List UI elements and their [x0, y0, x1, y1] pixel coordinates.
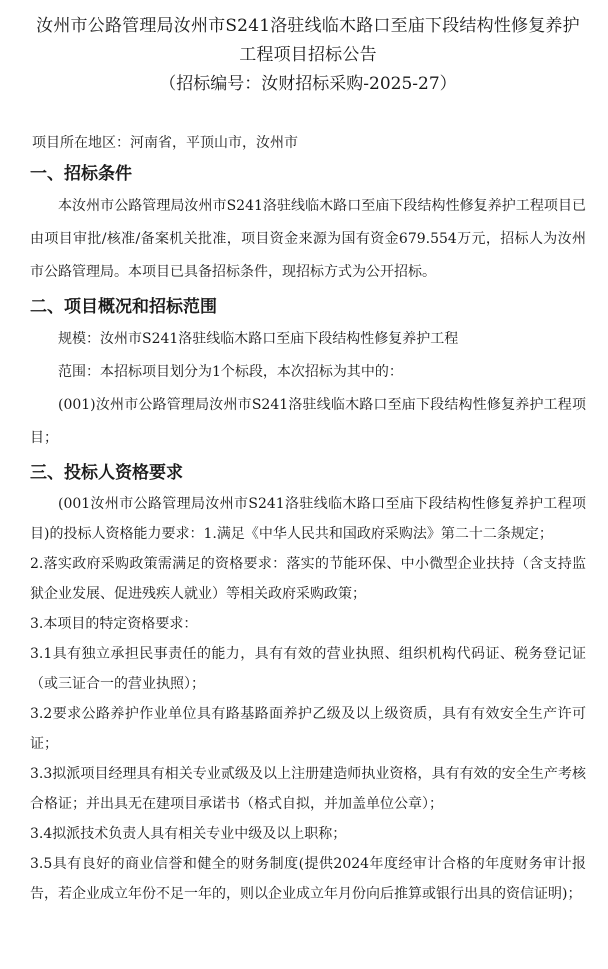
paragraph: 范围：本招标项目划分为1个标段，本次招标为其中的：: [58, 364, 403, 380]
section-bidding-conditions: [30, 160, 586, 289]
section-heading: 二、项目概况和招标范围: [30, 297, 217, 317]
paragraph: 3.2要求公路养护作业单位具有路基路面养护乙级及以上级资质，具有有效安全生产许可证；: [30, 706, 586, 752]
paragraph: 规模：汝州市S241洛驻线临木路口至庙下段结构性修复养护工程: [58, 331, 459, 347]
section-heading: 一、招标条件: [30, 164, 132, 184]
section-heading: 三、投标人资格要求: [30, 463, 183, 483]
paragraph: 3.3拟派项目经理具有相关专业贰级及以上注册建造师执业资格，具有有效的安全生产考核合格证；并出具无在建项目承诺书（格式自拟，并加盖单位公章）；: [30, 766, 586, 812]
paragraph: 3.5具有良好的商业信誉和健全的财务制度(提供2024年度经审计合格的年度财务审计报告，若企业成立年份不足一年的，则以企业成立年月份向后推算或银行出具的资信证明)；: [30, 856, 586, 902]
paragraph: 3.本项目的特定资格要求：: [30, 616, 198, 632]
project-region: 项目所在地区：河南省，平顶山市，汝州市: [32, 135, 298, 151]
paragraph: 3.4拟派技术负责人具有相关专业中级及以上职称；: [30, 826, 347, 842]
bid-number: （招标编号：汝财招标采购-2025-27）: [159, 74, 457, 94]
section-project-overview: [30, 293, 586, 455]
section-bidder-qualifications: [30, 459, 586, 909]
paragraph: (001汝州市公路管理局汝州市S241洛驻线临木路口至庙下段结构性修复养护工程项目)的投标人资格能力要求：1.满足《中华人民共和国政府采购法》第二十二条规定；: [30, 496, 586, 542]
paragraph: (001)汝州市公路管理局汝州市S241洛驻线临木路口至庙下段结构性修复养护工程项目；: [30, 397, 586, 446]
paragraph: 本汝州市公路管理局汝州市S241洛驻线临木路口至庙下段结构性修复养护工程项目已由项目审批/核准/备案机关批准，项目资金来源为国有资金679.554万元，招标人为汝州市公路管理局。本项目已具备招标条件，现招标方式为公开招标。: [30, 198, 586, 280]
page-title: 汝州市公路管理局汝州市S241洛驻线临木路口至庙下段结构性修复养护工程项目招标公告: [36, 16, 580, 65]
paragraph: 3.1具有独立承担民事责任的能力，具有有效的营业执照、组织机构代码证、税务登记证（或三证合一的营业执照）；: [30, 646, 586, 692]
paragraph: 2.落实政府采购政策需满足的资格要求：落实的节能环保、中小微型企业扶持（含支持监狱企业发展、促进残疾人就业）等相关政府采购政策；: [30, 556, 586, 602]
